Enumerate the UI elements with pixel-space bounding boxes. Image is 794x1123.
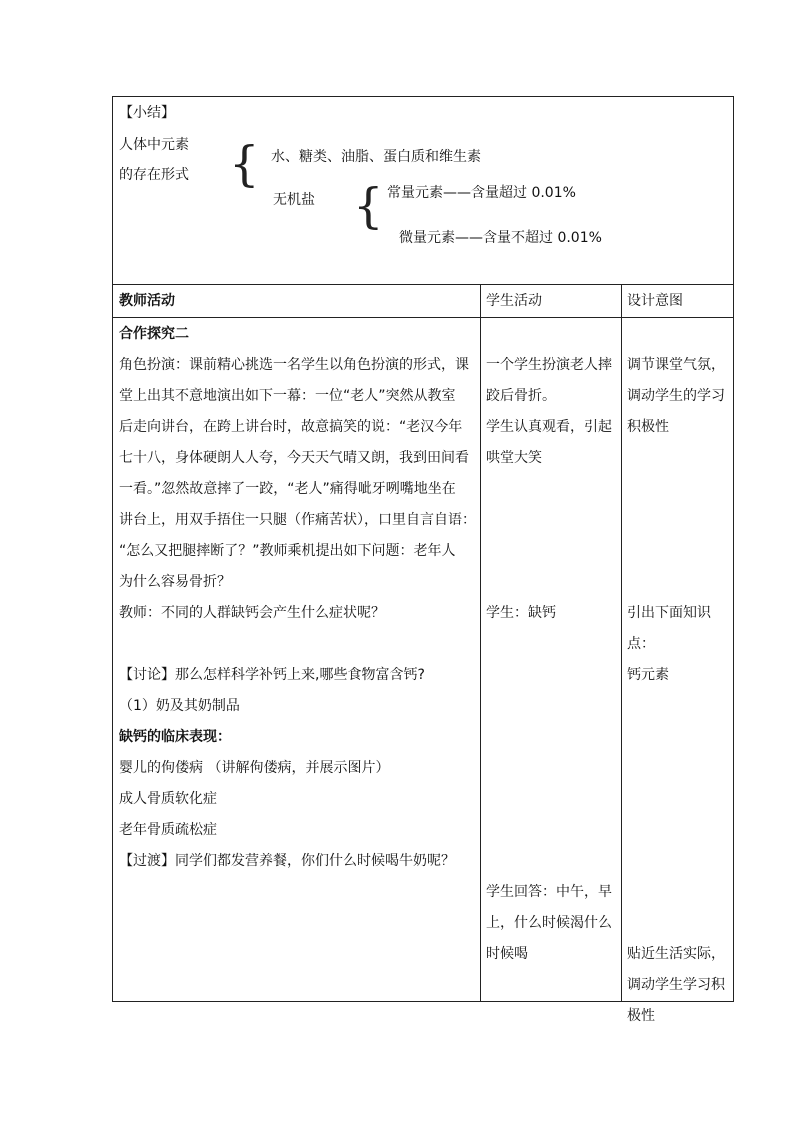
summary-micro: 微量元素——含量不超过 0.01% xyxy=(399,230,602,246)
summary-label-line1: 人体中元素 xyxy=(119,137,189,153)
student-response: 哄堂大笑 xyxy=(486,450,542,466)
header-teacher-activity: 教师活动 xyxy=(119,293,175,309)
left-brace-icon: { xyxy=(353,178,384,234)
student-activity-column xyxy=(480,319,621,970)
student-response: 一个学生扮演老人摔 xyxy=(486,357,612,373)
summary-macro: 常量元素——含量超过 0.01% xyxy=(387,185,576,201)
lesson-plan-table xyxy=(112,96,734,1024)
student-response: 上，什么时候渴什么 xyxy=(486,915,612,931)
role-play-text: 七十八，身体硬朗人人夸，今天天气晴又朗，我到田间看 xyxy=(119,450,469,466)
teacher-activity-column xyxy=(113,319,480,877)
design-intent-text: 引出下面知识点： xyxy=(627,605,711,652)
student-response: 学生认真观看，引起 xyxy=(486,419,612,435)
design-intent-text: 调动学生学习积 xyxy=(627,977,725,993)
discussion-text: 【讨论】那么怎样科学补钙上来,哪些食物富含钙? xyxy=(119,667,425,683)
design-intent-text: 调动学生的学习 xyxy=(627,388,725,404)
design-intent-text: 贴近生活实际， xyxy=(627,946,725,962)
design-intent-text: 积极性 xyxy=(627,419,669,435)
role-play-text: 为什么容易骨折？ xyxy=(119,574,231,590)
teacher-question: 教师：不同的人群缺钙会产生什么症状呢？ xyxy=(119,605,385,621)
design-intent-column xyxy=(621,319,733,1032)
symptom-item: 老年骨质疏松症 xyxy=(119,822,217,838)
summary-inorganic: 无机盐 xyxy=(273,192,315,208)
header-divider xyxy=(113,317,733,318)
summary-organic: 水、糖类、油脂、蛋白质和维生素 xyxy=(271,149,481,165)
summary-section xyxy=(113,97,733,285)
student-response: 学生：缺钙 xyxy=(486,605,556,621)
summary-label-line2: 的存在形式 xyxy=(119,167,189,183)
student-response: 跤后骨折。 xyxy=(486,388,556,404)
student-response: 时候喝 xyxy=(486,946,528,962)
symptom-item: 婴儿的佝偻病 （讲解佝偻病，并展示图片） xyxy=(119,760,390,776)
design-intent-text: 调节课堂气氛， xyxy=(627,357,725,373)
transition-text: 【过渡】同学们都发营养餐，你们什么时候喝牛奶呢？ xyxy=(119,853,455,869)
left-brace-icon: { xyxy=(229,136,260,192)
summary-heading: 【小结】 xyxy=(119,105,175,121)
food-item: （1）奶及其奶制品 xyxy=(119,698,240,714)
student-response: 学生回答：中午，早 xyxy=(486,884,612,900)
design-intent-text: 钙元素 xyxy=(627,667,669,683)
role-play-text: 后走向讲台，在跨上讲台时，故意搞笑的说：“老汉今年 xyxy=(119,419,463,435)
header-student-activity: 学生活动 xyxy=(486,293,542,309)
symptom-item: 成人骨质软化症 xyxy=(119,791,217,807)
design-intent-text: 极性 xyxy=(627,1008,655,1024)
clinical-title: 缺钙的临床表现： xyxy=(119,729,231,745)
section-title: 合作探究二 xyxy=(119,326,189,342)
role-play-text: 角色扮演：课前精心挑选一名学生以角色扮演的形式，课 xyxy=(119,357,469,373)
role-play-text: 堂上出其不意地演出如下一幕：一位“老人”突然从教室 xyxy=(119,388,456,404)
header-design-intent: 设计意图 xyxy=(627,293,683,309)
role-play-text: “怎么又把腿摔断了？”教师乘机提出如下问题：老年人 xyxy=(119,543,456,559)
role-play-text: 讲台上，用双手捂住一只腿（作痛苦状），口里自言自语： xyxy=(119,512,476,528)
role-play-text: 一看。”忽然故意摔了一跤，“老人”痛得呲牙咧嘴地坐在 xyxy=(119,481,456,497)
